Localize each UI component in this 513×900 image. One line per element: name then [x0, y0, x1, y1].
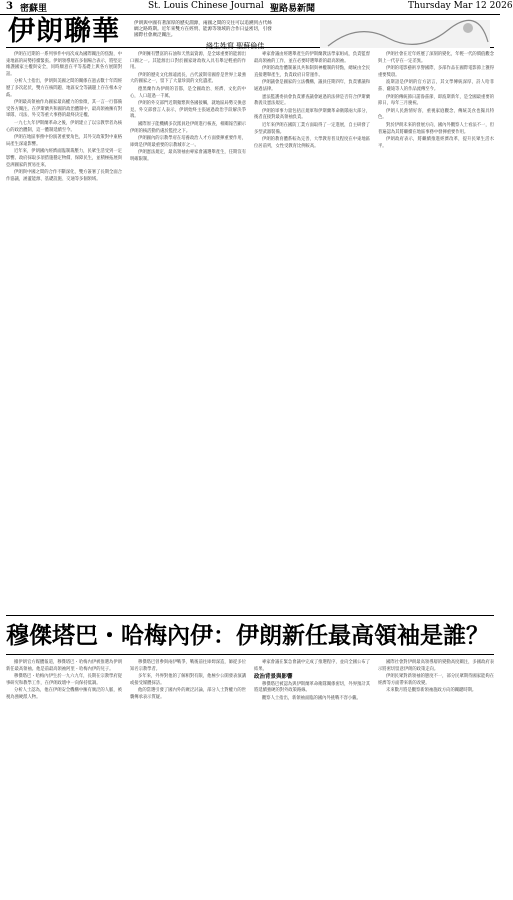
article-body — [6, 52, 494, 610]
paragraph: 伊朗人民熱情好客，重視家庭觀念，傳統美食也獨具特色。 — [378, 108, 494, 121]
paragraph: 穆傑塔巴被認為與伊斯蘭革命衛隊關係密切，外界預計其將延續強硬的對外政策路線。 — [254, 681, 370, 694]
paragraph: 國際原子能機構多次派員赴伊朗進行核查，相關報告顯示伊朗的核活動仍處於監控之下。 — [130, 121, 246, 134]
text-column — [130, 660, 246, 896]
paragraph: 伊朗政府表示，將繼續推進經濟改革，提升民眾生活水平。 — [378, 137, 494, 149]
paragraph: 專家會議由經選舉產生的伊斯蘭教法學家組成，負責監督最高領袖的工作，並在必要時選舉新的最高領袖。 — [254, 52, 370, 64]
section-name: 密蘇里 — [20, 4, 48, 14]
paragraph: 近年來，伊朗國內經濟面臨制裁壓力，民眾生活受到一定影響。政府採取多項措施穩定物價、保障民生，並積極拓展與亞洲國家的貿易往來。 — [6, 149, 123, 168]
paragraph: 波斯語是伊朗的官方語言，其文學傳統深厚，詩人哈菲茲、薩迪等人的作品流傳至今。 — [378, 80, 494, 92]
issue-date: Thursday Mar 12 2026 — [408, 1, 513, 11]
paragraph: 未來數月將是觀察新領袖施政方向的關鍵時期。 — [386, 688, 477, 694]
text-column — [130, 52, 246, 610]
paragraph: 伊朗擁有豐富的石油和天然氣資源，是全球重要的能源出口國之一。其能源出口對於國家財政收入具有舉足輕重的作用。 — [130, 52, 246, 71]
text-column — [254, 52, 370, 610]
paragraph: 專家會議在緊急會議中完成了推選程序，並向全國公布了結果。 — [254, 660, 370, 672]
feature-headline: 穆傑塔巴・哈梅內伊：伊朗新任最高領袖是誰？ — [6, 623, 489, 649]
paragraph: 伊朗在地區事務中扮演著重要角色，其外交政策對中東格局產生深遠影響。 — [6, 135, 122, 147]
paragraph: 伊朗在近期的一系列事件中再次成為國際關注的焦點，中東地區的局勢持續緊張。伊朗領導層在多個場合表示，將堅定維護國家主權與安全，同時願意在平等基礎上與各方展開對話。 — [6, 52, 123, 77]
byline: 綫生姓寫 聖蘇倫佳 — [206, 42, 265, 50]
headline-divider — [6, 654, 494, 655]
page-number: 3 — [6, 1, 13, 12]
paragraph: 伊朗的歷史文化源遠流長，古代波斯帝國曾是世界上最強大的國家之一，留下了大量珍貴的文化遺產。 — [130, 72, 246, 85]
sub-heading: 政治背景與影響 — [254, 674, 293, 681]
text-column — [6, 52, 122, 610]
text-column — [6, 660, 122, 896]
paragraph: 伊朗的外交部門近期頻繁與各國接觸，就地區局勢交換意見。外交部發言人表示，伊朗始終主張通過政治手段解決爭端。 — [130, 101, 246, 120]
paragraph: 國際社會對伊朗最高領導層的變動高度關注，多國政府表示將密切留意伊朗的政策走向。 — [378, 660, 494, 672]
page-header — [0, 0, 513, 15]
publication-title-zh: 聖路易新聞 — [270, 4, 316, 14]
paragraph: 多年來，外界對他的了解相對有限，他極少公開發表演講或接受媒體採訪。 — [130, 674, 246, 686]
paragraph: 他的當選引發了國內外的廣泛討論，部分人士對權力的世襲傳承表示質疑。 — [130, 688, 246, 700]
paragraph: 伊朗的軍事力量包括正規軍和伊斯蘭革命衛隊兩大部分，後者直接對最高領袖負責。 — [254, 108, 370, 121]
paragraph: 穆傑塔巴曾參與兩伊戰爭，戰後前往庫姆深造，師從多位知名宗教學者。 — [130, 660, 246, 672]
text-column — [254, 660, 370, 896]
section-title: 伊朗聯華 — [8, 16, 120, 47]
paragraph: 伊朗議會是國家的立法機構，議員任期四年，負責審議和通過法律。 — [254, 80, 370, 92]
paragraph: 分析人士認為，他在伊朗安全機構中擁有廣泛的人脈，被視為強硬派人物。 — [6, 688, 122, 700]
paragraph: 伊朗最高領袖作為國家最高權力的象徵，其一言一行都備受各方關注。在伊斯蘭共和國的政治體制中，最高領袖擁有對軍隊、司法、外交等重大事務的最終決定權。 — [6, 100, 123, 119]
publication-title-en: St. Louis Chinese Journal — [148, 1, 264, 11]
paragraph: 分析人士指出，伊朗與美國之間的關係在過去數十年間經歷了多次起伏，雙方在核問題、地區安全等議題上存在根本分歧。 — [6, 79, 123, 98]
paragraph: 伊朗憲法規定，最高領袖由專家會議選舉產生，任期沒有明確限制。 — [130, 150, 246, 162]
paragraph: 穆傑塔巴・哈梅內伊生於一九六九年，長期在宗教學府從事研究和教學工作，在伊朗政壇中一向保持低調。 — [6, 674, 122, 686]
paragraph: 伊朗的教育體系較為完善，大學教育普及程度在中東地區位居前列，女性受教育比例較高。 — [254, 137, 370, 149]
paragraph: 憲法監護委員會負責審查議會通過的法律是否符合伊斯蘭教義及憲法規定。 — [254, 94, 370, 107]
paragraph: 一九七九年伊斯蘭革命之後，伊朗建立了以宗教學者為核心的政治體制，這一體制延續至今。 — [6, 120, 122, 133]
text-column — [378, 660, 494, 896]
text-column — [378, 52, 494, 610]
paragraph: 伊朗與中國之間的合作不斷深化，雙方簽署了長期全面合作協議，涵蓋能源、基礎設施、交通等多個領域。 — [6, 170, 122, 182]
paragraph: 伊朗民眾對新領袖的態度不一，部分民眾期待國家能夠在經濟等方面帶來新的改變。 — [378, 674, 494, 686]
section-intro: 伊朗與中國有著深厚的歷史淵源，兩國之間的交往可以追溯到古代絲綢之路時期。近年來雙方在經貿、能源等領域的合作日益密切，引發國際社會廣泛關注。 — [134, 21, 272, 38]
paragraph: 伊朗國內的宗教學府在培養政治人才方面發揮重要作用，庫姆是伊朗最重要的宗教城市之一。 — [130, 136, 246, 148]
paragraph: 近年來伊朗在國防工業方面取得了一定進展，自主研發了多型武器裝備。 — [254, 122, 370, 135]
paragraph: 對於伊朗未來的發展方向，國內外觀察人士看法不一，但普遍認為其將繼續在地區事務中發揮重要作用。 — [378, 122, 494, 135]
paragraph: 據伊朗官方媒體報道，穆傑塔巴・哈梅內伊被推選為伊朗新任最高領袖。他是前最高領袖阿里・哈梅內伊的兒子。 — [6, 660, 122, 672]
paragraph: 伊朗的傳統節日諾魯茲節，即波斯新年，是全國最重要的節日，每年三月慶祝。 — [378, 94, 494, 107]
paragraph: 觀察人士指出，新領袖面臨的國內外挑戰不容小覷。 — [262, 695, 361, 701]
section-divider — [6, 615, 494, 616]
paragraph: 伊朗的電影藝術享譽國際，多部作品在國際電影節上獲得重要獎項。 — [378, 66, 494, 78]
section-decorative-illustration — [318, 16, 494, 50]
paragraph: 伊朗社會在近年經歷了深刻的變化，年輕一代的價值觀念與上一代存在一定差異。 — [378, 52, 494, 64]
feature-body — [6, 660, 494, 896]
paragraph: 伊朗的政治體制兼具共和制與神權制的特點，總統由全民直接選舉產生，負責政府日常運作。 — [254, 66, 370, 78]
paragraph: 德黑蘭作為伊朗的首都，是全國政治、經濟、文化的中心，人口超過一千萬。 — [130, 86, 246, 99]
